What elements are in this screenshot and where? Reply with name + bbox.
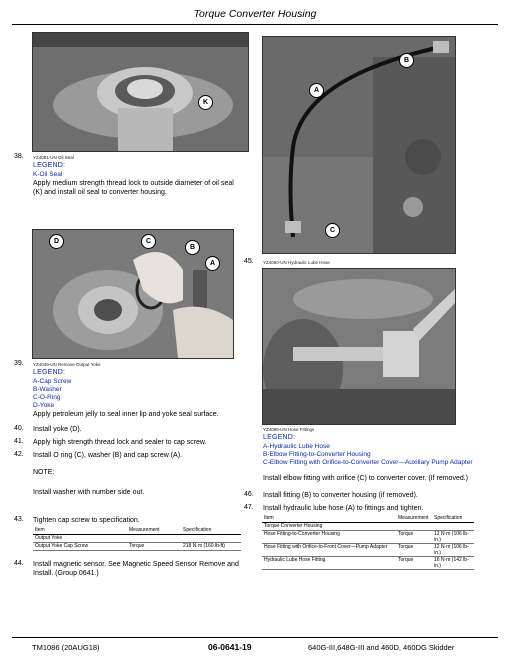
spec-table-converter-housing: [262, 515, 474, 570]
footer-rule: [12, 637, 498, 638]
step-47-number: 47.: [244, 504, 254, 511]
legend-item: A-Cap Screw: [33, 378, 72, 385]
table-cell: 12 N·m (106 lb-in.): [432, 531, 474, 544]
step-42-number: 42.: [14, 451, 24, 458]
footer-page-number: 06-0641-19: [208, 642, 252, 652]
step-40-number: 40.: [14, 425, 24, 432]
table-cell: Torque: [396, 531, 432, 544]
page-title: Torque Converter Housing: [193, 8, 317, 20]
callout-b: B: [185, 240, 200, 255]
step-41-text: Apply high strength thread lock and sealer to cap screw.: [33, 439, 207, 446]
note-text: Install washer with number side out.: [33, 489, 145, 496]
spec-table-output-yoke: [33, 527, 241, 551]
figure-caption: YZ4050-UN Hydraulic Lube Hose: [263, 260, 330, 265]
output-yoke-photo: [32, 229, 234, 359]
table-cell: [396, 523, 432, 531]
step-41-number: 41.: [14, 438, 24, 445]
callout-c: C: [141, 234, 156, 249]
step-46-text: Install fitting (B) to converter housing (if removed).: [263, 492, 418, 499]
step-47-text: Install hydraulic lube hose (A) to fittings and tighten.: [263, 505, 424, 512]
table-header: Specification: [432, 515, 474, 523]
table-cell: Hose Fitting with Orifice-to-Front Cover—Pump Adapter: [262, 544, 396, 557]
table-cell: 16 N·m (142 lb-in.): [432, 557, 474, 570]
note-label: NOTE:: [33, 469, 55, 476]
figure-caption: YZ4081-UN Oil Seal: [33, 155, 74, 160]
table-cell: Hose Fitting-to-Converter Housing: [262, 531, 396, 544]
oil-seal-illustration: [33, 33, 248, 151]
step-43-number: 43.: [14, 516, 24, 523]
table-cell: Torque Converter Housing: [262, 523, 396, 531]
header-rule: [12, 24, 498, 25]
legend-title: LEGEND:: [33, 369, 66, 376]
legend-item: C-O-Ring: [33, 394, 61, 401]
step-43-text: Tighten cap screw to specification.: [33, 517, 140, 524]
legend-item: D-Yoke: [33, 402, 55, 409]
step-45-number: 45.: [244, 258, 254, 265]
step-44-text: Install magnetic sensor. See Magnetic Speed Sensor Remove and Install. (Group 0641.): [33, 561, 239, 577]
footer-machine-models: 640G-III,648G-III and 460D, 460DG Skidder: [308, 643, 455, 652]
legend-title: LEGEND:: [33, 162, 66, 169]
table-cell: 12 N·m (106 lb-in.): [432, 544, 474, 557]
step-45-text: Install elbow fitting with orifice (C) to converter cover. (If removed.): [263, 475, 469, 482]
table-cell: [181, 535, 241, 543]
legend-item: K-Oil Seal: [33, 171, 63, 178]
callout-a: A: [205, 256, 220, 271]
table-cell: [432, 523, 474, 531]
callout-a: A: [309, 83, 324, 98]
step-44-number: 44.: [14, 560, 24, 567]
table-header: Measurement: [396, 515, 432, 523]
callout-c: C: [325, 223, 340, 238]
callout-d: D: [49, 234, 64, 249]
figure-caption: YZ4095-UN Hose Fittings: [263, 427, 315, 432]
hydraulic-lube-hose-photo: [262, 36, 456, 254]
legend-item: B-Washer: [33, 386, 62, 393]
step-39-text: Apply petroleum jelly to seal inner lip and yoke seal surface.: [33, 411, 219, 418]
footer-doc-id: TM1086 (20AUG18): [32, 643, 100, 652]
table-cell: Output Yoke Cap Screw: [33, 543, 127, 551]
step-40-text: Install yoke (D).: [33, 426, 82, 433]
legend-item: A-Hydraulic Lube Hose: [263, 443, 330, 450]
table-cell: Torque: [396, 557, 432, 570]
table-header: Item: [33, 527, 127, 535]
table-cell: 218 N·m (160 lb-ft): [181, 543, 241, 551]
callout-b: B: [399, 53, 414, 68]
table-header: Item: [262, 515, 396, 523]
table-cell: Output Yoke: [33, 535, 127, 543]
table-cell: Torque: [396, 544, 432, 557]
step-39-number: 39.: [14, 360, 24, 367]
step-38-number: 38.: [14, 153, 24, 160]
table-cell: Torque: [127, 543, 181, 551]
hydraulic-lube-hose-illustration: [263, 37, 455, 253]
callout-k: K: [198, 95, 213, 110]
step-46-number: 46.: [244, 491, 254, 498]
legend-title: LEGEND:: [263, 434, 296, 441]
table-header: Measurement: [127, 527, 181, 535]
step-42-text: Install O ring (C), washer (B) and cap screw (A).: [33, 452, 182, 459]
table-header: Specification: [181, 527, 241, 535]
figure-caption: YZ4049-UN Remove Output Yoke: [33, 362, 101, 367]
legend-item: C-Elbow Fitting with Orifice-to-Converter Cover—Auxiliary Pump Adapter: [263, 459, 473, 466]
output-yoke-illustration: [33, 230, 233, 358]
table-cell: [127, 535, 181, 543]
step-38-text: Apply medium strength thread lock to outside diameter of oil seal (K) and install oil seal to converter housing.: [33, 180, 234, 196]
hose-fittings-illustration: [263, 269, 455, 424]
table-cell: Hydraulic Lube Hose Fitting: [262, 557, 396, 570]
hose-fittings-photo: [262, 268, 456, 425]
oil-seal-photo: [32, 32, 249, 152]
legend-item: B-Elbow Fitting-to-Converter Housing: [263, 451, 371, 458]
